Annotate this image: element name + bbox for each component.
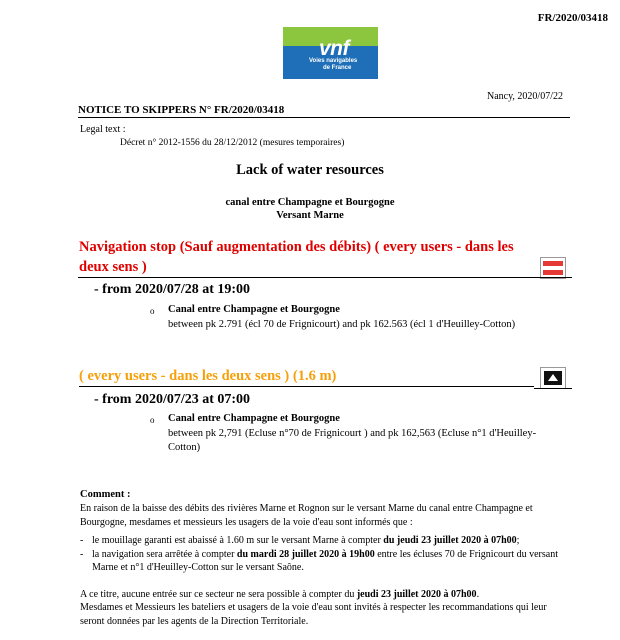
item1-date: du jeudi 23 juillet 2020 à 07h00 xyxy=(383,535,517,546)
draft-limit-sign-icon xyxy=(540,367,566,389)
closing1-date: jeudi 23 juillet 2020 à 07h00 xyxy=(356,589,477,600)
comment-closing-1 xyxy=(80,588,572,602)
vnf-logo xyxy=(283,27,378,79)
reference-number-top: FR/2020/03418 xyxy=(537,12,608,24)
section1-description: between pk 2.791 (écl 70 de Frignicourt) and pk 162.563 (écl 1 d'Heuilley-Cotton) xyxy=(168,319,516,330)
section1-bullet: o xyxy=(150,306,155,316)
place-date: Nancy, 2020/07/22 xyxy=(486,91,563,102)
item1-end: ; xyxy=(516,535,520,546)
comment-closing-2: Mesdames et Messieurs les bateliers et usagers de la voie d'eau sont invités à respecter les recommandations qui leur seront données par les agents de la Direction Territoriale. xyxy=(80,602,547,627)
subtitle-versant: Versant Marne xyxy=(276,210,344,221)
legal-label: Legal text : xyxy=(80,124,126,135)
item2-text: la navigation sera arrêtée à compter xyxy=(92,549,237,560)
section2-canal: Canal entre Champagne et Bourgogne xyxy=(168,413,340,424)
item1-text: le mouillage garanti est abaissé à 1.60 m sur le versant Marne à compter xyxy=(92,535,384,546)
page-title: Lack of water resources xyxy=(236,162,384,178)
logo-line1: Voies navigables xyxy=(309,58,358,64)
closing1-end: . xyxy=(476,589,480,600)
comment-heading: Comment : xyxy=(80,489,131,500)
section2-description: between pk 2,791 (Ecluse n°70 de Frignicourt ) and pk 162,563 (Ecluse n°1 d'Heuilley-Cotton) xyxy=(168,428,537,453)
section2-date: - from 2020/07/23 at 07:00 xyxy=(94,392,251,407)
comment-intro: En raison de la baisse des débits des rivières Marne et Rognon sur le versant Marne du canal entre Champagne et Bourgogne, mesdames et messieurs les usagers de la voie d'eau sont informés que : xyxy=(80,503,533,528)
logo-brand: vnf xyxy=(319,37,349,60)
subtitle-canal: canal entre Champagne et Bourgogne xyxy=(225,197,395,208)
notice-title: NOTICE TO SKIPPERS N° FR/2020/03418 xyxy=(78,104,570,118)
section2-bullet: o xyxy=(150,415,155,425)
legal-text: Décret n° 2012-1556 du 28/12/2012 (mesures temporaires) xyxy=(120,138,345,148)
navigation-stop-heading: Navigation stop (Sauf augmentation des débits) ( every users - dans les deux sens ) xyxy=(79,239,514,275)
item2-date: du mardi 28 juillet 2020 à 19h00 xyxy=(236,549,375,560)
logo-line2: de France xyxy=(323,65,352,71)
comment-item-1: - le mouillage garanti est abaissé à 1.60 m sur le versant Marne à compter du jeudi 23 juillet 2020 à 07h00; xyxy=(80,535,520,546)
closing1-text: A ce titre, aucune entrée sur ce secteur ne sera possible à compter du xyxy=(80,589,357,600)
section1-canal: Canal entre Champagne et Bourgogne xyxy=(168,304,340,315)
item2-end: entre les écluses 70 de Frignicourt du versant Marne et n°1 d'Heuilley-Cotton sur le versant Saône. xyxy=(92,549,558,573)
no-entry-sign-icon xyxy=(540,257,566,279)
comment-item-2: - la navigation sera arrêtée à compter du mardi 28 juillet 2020 à 19h00 entre les écluses 70 de Frignicourt du versant Marne et n°1 d'Heuilley-Cotton sur le versant Saône. xyxy=(80,549,558,573)
draft-restriction-heading: ( every users - dans les deux sens ) (1.6 m) xyxy=(79,368,534,387)
section1-date: - from 2020/07/28 at 19:00 xyxy=(94,282,251,297)
